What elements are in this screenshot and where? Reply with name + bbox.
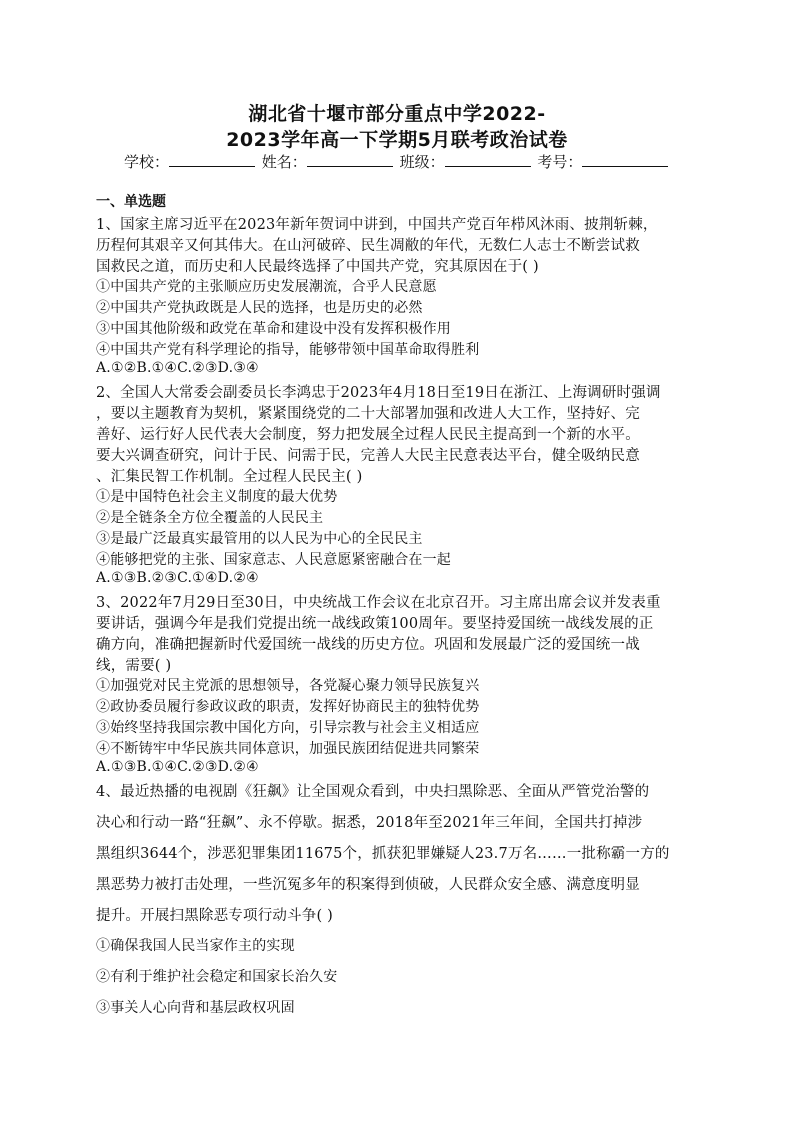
question-1-option: ①中国共产党的主张顺应历史发展潮流，合乎人民意愿 (96, 279, 437, 295)
student-info-row (124, 151, 670, 172)
question-3-answer-choices: A.①③B.①④C.②③D.②④ (96, 759, 259, 775)
class-label: 班级： (399, 153, 445, 171)
question-1-stem-line: 国救民之道，而历史和人民最终选择了中国共产党，究其原因在于( ) (96, 259, 539, 275)
question-4-stem-line: 黑组织3644个，涉恶犯罪集团11675个，抓获犯罪嫌疑人23.7万名……一批称霸一方的 (96, 846, 670, 862)
name-label: 姓名： (261, 153, 307, 171)
question-2-stem-line: 善好、运行好人民代表大会制度，努力把发展全过程人民民主提高到一个新的水平。 (96, 427, 640, 443)
question-2-stem-line: 、汇集民智工作机制。全过程人民民主( ) (96, 469, 363, 485)
question-4-stem-line: 决心和行动一路“狂飙”、永不停歇。据悉，2018年至2021年三年间，全国共打掉涉 (96, 815, 643, 831)
exam-title-line-2: 2023学年高一下学期5月联考政治试卷 (226, 129, 568, 151)
question-2-option: ①是中国特色社会主义制度的最大优势 (96, 489, 338, 505)
section-title: 一、单选题 (96, 194, 166, 210)
question-3-stem-line: 线，需要( ) (96, 658, 172, 674)
question-4-stem-line: 黑恶势力被打击处理，一些沉冤多年的积案得到侦破，人民群众安全感、满意度明显 (96, 877, 640, 893)
question-3-option: ②政协委员履行参政议政的职责，发挥好协商民主的独特优势 (96, 699, 480, 715)
name-blank[interactable] (307, 152, 393, 167)
class-blank[interactable] (445, 152, 531, 167)
question-4-stem-line: 提升。开展扫黑除恶专项行动斗争( ) (96, 908, 334, 924)
question-3-option: ③始终坚持我国宗教中国化方向，引导宗教与社会主义相适应 (96, 720, 480, 736)
question-1-option: ③中国其他阶级和政党在革命和建设中没有发挥积极作用 (96, 321, 451, 337)
question-1-answer-choices: A.①②B.①④C.②③D.③④ (96, 360, 259, 376)
question-2-stem-line: ，要以主题教育为契机，紧紧围绕党的二十大部署加强和改进人大工作，坚持好、完 (96, 406, 640, 422)
question-3-option: ①加强党对民主党派的思想领导，各党凝心聚力领导民族复兴 (96, 678, 480, 694)
school-label: 学校： (124, 153, 170, 171)
question-2-stem-line: 2、全国人大常委会副委员长李鸿忠于2023年4月18日至19日在浙江、上海调研时强调 (96, 385, 661, 401)
question-4-option: ③事关人心向背和基层政权巩固 (96, 1000, 295, 1016)
question-4-option: ①确保我国人民当家作主的实现 (96, 938, 295, 954)
exam-number-blank[interactable] (582, 152, 668, 167)
question-1-stem-line: 历程何其艰辛又何其伟大。在山河破碎、民生凋敝的年代，无数仁人志士不断尝试救 (96, 238, 640, 254)
question-2-option: ④能够把党的主张、国家意志、人民意愿紧密融合在一起 (96, 552, 451, 568)
question-3-stem-line: 确方向，准确把握新时代爱国统一战线的历史方位。巩固和发展最广泛的爱国统一战 (96, 637, 640, 653)
question-2-answer-choices: A.①③B.②③C.①④D.②④ (96, 570, 259, 586)
exam-title-line-1: 湖北省十堰市部分重点中学2022- (248, 103, 546, 125)
question-4-option: ②有利于维护社会稳定和国家长治久安 (96, 969, 338, 985)
question-1-option: ④中国共产党有科学理论的指导，能够带领中国革命取得胜利 (96, 342, 480, 358)
question-1-stem-line: 1、国家主席习近平在2023年新年贺词中讲到，中国共产党百年栉风沐雨、披荆斩棘， (96, 217, 658, 233)
question-4-stem-line: 4、最近热播的电视剧《狂飙》让全国观众看到，中央扫黑除恶、全面从严管党治警的 (96, 784, 650, 800)
exam-number-label: 考号： (537, 153, 583, 171)
question-2-stem-line: 要大兴调查研究，问计于民、问需于民，完善人大民主民意表达平台，健全吸纳民意 (96, 448, 640, 464)
question-3-stem-line: 要讲话，强调今年是我们党提出统一战线政策100周年。要坚持爱国统一战线发展的正 (96, 616, 654, 632)
question-3-option: ④不断铸牢中华民族共同体意识，加强民族团结促进共同繁荣 (96, 741, 480, 757)
question-1-option: ②中国共产党执政既是人民的选择，也是历史的必然 (96, 300, 423, 316)
question-3-stem-line: 3、2022年7月29日至30日，中央统战工作会议在北京召开。习主席出席会议并发表重 (96, 595, 661, 611)
school-blank[interactable] (169, 152, 255, 167)
question-2-option: ②是全链条全方位全覆盖的人民民主 (96, 510, 324, 526)
question-2-option: ③是最广泛最真实最管用的以人民为中心的全民民主 (96, 531, 423, 547)
